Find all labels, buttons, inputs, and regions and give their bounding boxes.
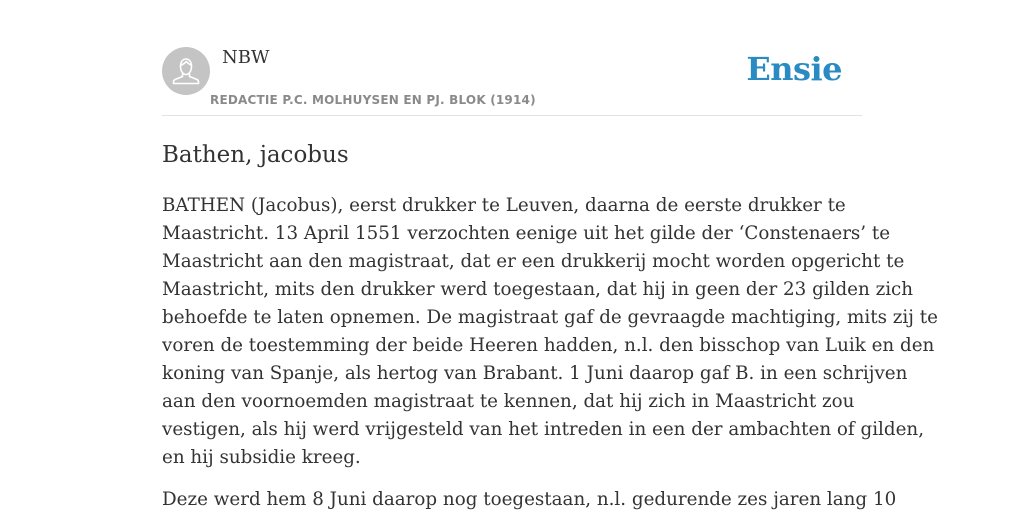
article-title: Bathen, jacobus: [162, 142, 349, 168]
user-icon: [162, 47, 210, 95]
ensie-logo[interactable]: Ensie: [746, 50, 842, 88]
text-line: Deze werd hem 8 Juni daarop nog toegestaan, n.l. gedurende zes jaren lang 10: [162, 489, 897, 510]
source-name[interactable]: NBW: [222, 47, 270, 68]
text-line: aan den voornoemden magistraat te kennen, dat hij zich in Maastricht zou: [162, 391, 855, 412]
text-line: koning van Spanje, als hertog van Brabant. 1 Juni daarop gaf B. in een schrijven: [162, 363, 908, 384]
text-line: Maastricht aan den magistraat, dat er een drukkerij mocht worden opgericht te: [162, 251, 905, 272]
text-line: Maastricht. 13 April 1551 verzochten eenige uit het gilde der ‘Constenaers’ te: [162, 223, 891, 244]
article-paragraph: [162, 486, 897, 512]
text-line: BATHEN (Jacobus), eerst drukker te Leuven, daarna de eerste drukker te: [162, 195, 846, 216]
text-line: en hij subsidie kreeg.: [162, 447, 361, 468]
text-line: Maastricht, mits den drukker werd toegestaan, dat hij in geen der 23 gilden zich: [162, 279, 914, 300]
text-line: behoefde te laten opnemen. De magistraat gaf de gevraagde machtiging, mits zij te: [162, 307, 938, 328]
source-header: [162, 46, 862, 116]
text-line: vestigen, als hij werd vrijgesteld van het intreden in een der ambachten of gilden,: [162, 419, 925, 440]
article-body: [162, 192, 938, 512]
text-line: voren de toestemming der beide Heeren hadden, n.l. den bisschop van Luik en den: [162, 335, 935, 356]
source-avatar[interactable]: [162, 47, 210, 95]
article-paragraph: [162, 192, 938, 472]
source-editors: REDACTIE P.C. MOLHUYSEN EN PJ. BLOK (1914): [210, 93, 536, 107]
